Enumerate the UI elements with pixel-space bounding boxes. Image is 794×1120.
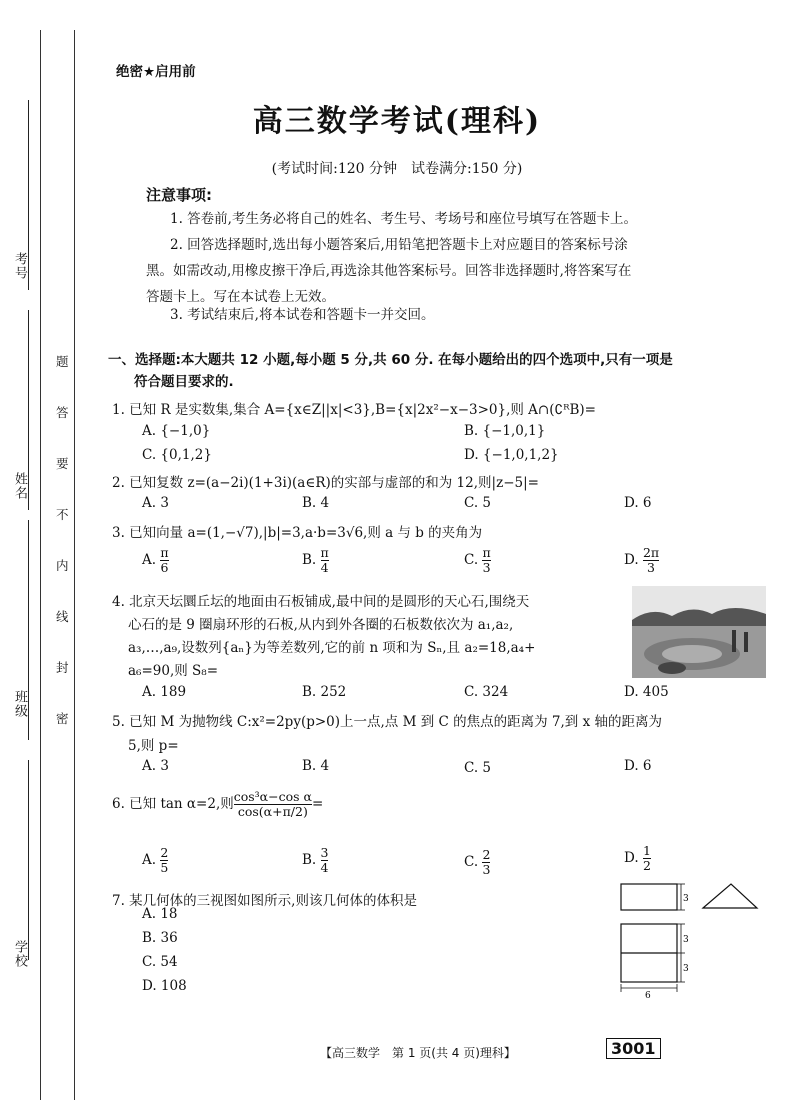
option-label: B. (302, 852, 317, 868)
option-label: C. (464, 552, 479, 568)
note-item: 3. 考试结束后,将本试卷和答题卡一并交回。 (170, 307, 435, 323)
fraction-numerator: π (320, 545, 329, 560)
fraction-numerator: 1 (642, 843, 651, 858)
option-fraction (643, 844, 651, 873)
option-fraction (321, 846, 329, 875)
option (142, 846, 168, 875)
option: B. {−1,0,1} (464, 423, 546, 439)
option (302, 546, 329, 575)
option: B. 36 (142, 930, 178, 946)
option (464, 546, 491, 575)
notes-heading: 注意事项: (146, 186, 212, 204)
option-fraction (321, 546, 329, 575)
option (302, 846, 328, 875)
stem-prefix: 6. 已知 tan α=2,则 (112, 796, 234, 812)
note-item: 答题卡上。写在本试卷上无效。 (146, 289, 335, 305)
dim-label: 3 (683, 894, 689, 904)
page-title: 高三数学考试(理科) (252, 104, 542, 139)
dim-label: 3 (683, 964, 689, 974)
dim-label: 3 (683, 935, 689, 945)
question-stem: 5. 已知 M 为抛物线 C:x²=2py(p>0)上一点,点 M 到 C 的焦点的距离为 7,到 x 轴的距离为 (112, 714, 662, 730)
seal-char: 不 (56, 507, 69, 522)
question-stem: a₃,…,a₉,设数列{aₙ}为等差数列,它的前 n 项和为 Sₙ,且 a₂=18,a₄+ (128, 640, 536, 656)
seal-char: 要 (56, 456, 69, 471)
question-stem: 3. 已知向量 a=(1,−√7),|b|=3,a·b=3√6,则 a 与 b 的夹角为 (112, 525, 483, 541)
option-label: A. (142, 852, 157, 868)
seal-char: 封 (56, 660, 69, 675)
seal-char: 内 (56, 558, 69, 573)
option: C. 324 (464, 684, 509, 700)
note-item: 2. 回答选择题时,选出每小题答案后,用铅笔把答题卡上对应题目的答案标号涂 (170, 237, 628, 253)
dim-label: 6 (645, 991, 651, 1001)
seal-char: 答 (56, 405, 69, 420)
stem-fraction (234, 790, 312, 819)
fraction-numerator: 2 (160, 845, 169, 860)
option: D. 108 (142, 978, 187, 994)
option: B. 4 (302, 758, 330, 774)
note-item: 黑。如需改动,用橡皮擦干净后,再选涂其他答案标号。回答非选择题时,将答案写在 (146, 263, 632, 279)
school-underline (28, 760, 29, 960)
fraction-denominator: cos(α+π/2) (237, 804, 308, 819)
option: A. {−1,0} (142, 423, 211, 439)
section-heading-line: 一、选择题:本大题共 12 小题,每小题 5 分,共 60 分. 在每小题给出的四个选项中,只有一项是 (108, 352, 673, 368)
fraction-numerator: 2π (642, 545, 660, 560)
option: C. 54 (142, 954, 178, 970)
seal-char: 题 (56, 354, 69, 369)
fraction-denominator: 3 (482, 862, 491, 877)
option-fraction (643, 546, 659, 575)
question-stem: 1. 已知 R 是实数集,集合 A={x∈Z||x|<3},B={x|2x²−x−3>0},则 A∩(∁ᴿB)= (112, 402, 596, 418)
question-stem: 2. 已知复数 z=(a−2i)(1+3i)(a∈R)的实部与虚部的和为 12,则|z−5|= (112, 475, 539, 491)
fraction-denominator: 4 (320, 560, 329, 575)
front-view (621, 884, 677, 910)
option-label: D. (624, 552, 639, 568)
question-stem (112, 790, 323, 819)
option: B. 4 (302, 495, 330, 511)
confidential-mark: 绝密★启用前 (116, 64, 196, 80)
name-label: 姓名 (12, 472, 27, 500)
section-heading (108, 349, 768, 393)
question-stem: 4. 北京天坛圜丘坛的地面由石板铺成,最中间的是圆形的天心石,围绕天 (112, 594, 530, 610)
option: D. {−1,0,1,2} (464, 447, 559, 463)
option-label: A. (142, 552, 157, 568)
option-fraction (482, 848, 490, 877)
fraction-denominator: 4 (320, 860, 329, 875)
fraction-numerator: 3 (320, 845, 329, 860)
note-item: 1. 答卷前,考生务必将自己的姓名、考生号、考场号和座位号填写在答题卡上。 (170, 211, 637, 227)
option: A. 3 (142, 495, 169, 511)
margin-line-inner (74, 30, 75, 1100)
option: D. 405 (624, 684, 669, 700)
option-fraction (160, 846, 168, 875)
question-stem: 7. 某几何体的三视图如图所示,则该几何体的体积是 (112, 893, 417, 909)
option: D. 6 (624, 758, 652, 774)
exam-subtitle: (考试时间:120 分钟 试卷满分:150 分) (271, 161, 523, 177)
school-label: 学校 (12, 940, 27, 968)
fraction-numerator: 2 (482, 847, 491, 862)
seal-char: 密 (56, 711, 69, 726)
fraction-denominator: 3 (647, 560, 655, 575)
side-view (703, 884, 757, 908)
option: C. 5 (464, 495, 492, 511)
option (624, 546, 659, 575)
option: C. 5 (464, 760, 492, 776)
fraction-denominator: 2 (642, 858, 651, 873)
fraction-numerator: π (160, 545, 169, 560)
fraction-numerator: cos³α−cos α (233, 789, 312, 804)
option: A. 189 (142, 684, 187, 700)
three-view-figure (615, 874, 775, 1004)
option (142, 546, 169, 575)
option: A. 18 (142, 906, 178, 922)
margin-line-outer (40, 30, 41, 1100)
option: A. 3 (142, 758, 169, 774)
option: C. {0,1,2} (142, 447, 212, 463)
exam-number-label: 考号 (12, 252, 27, 280)
class-label: 班级 (12, 690, 27, 718)
option: D. 6 (624, 495, 652, 511)
temple-photo (632, 586, 766, 678)
section-heading-line: 符合题目要求的. (134, 374, 234, 390)
paper-code: 3001 (606, 1038, 661, 1059)
question-stem: 5,则 p= (128, 738, 179, 754)
question-stem: 心石的是 9 圈扇环形的石板,从内到外各圈的石板数依次为 a₁,a₂, (128, 617, 514, 633)
fraction-denominator: 5 (160, 860, 169, 875)
page-footer: 【高三数学 第 1 页(共 4 页)理科】 (320, 1046, 516, 1060)
option-label: C. (464, 854, 479, 870)
seal-char: 线 (56, 609, 69, 624)
question-stem: a₆=90,则 S₈= (128, 663, 219, 679)
option-fraction (160, 546, 168, 575)
fraction-denominator: 3 (482, 560, 491, 575)
option-label: D. (624, 850, 639, 866)
option (624, 844, 651, 873)
fraction-numerator: π (482, 545, 491, 560)
fraction-denominator: 6 (160, 560, 169, 575)
option (464, 848, 490, 877)
option-label: B. (302, 552, 317, 568)
option-fraction (482, 546, 490, 575)
stem-suffix: = (311, 796, 324, 812)
option: B. 252 (302, 684, 347, 700)
